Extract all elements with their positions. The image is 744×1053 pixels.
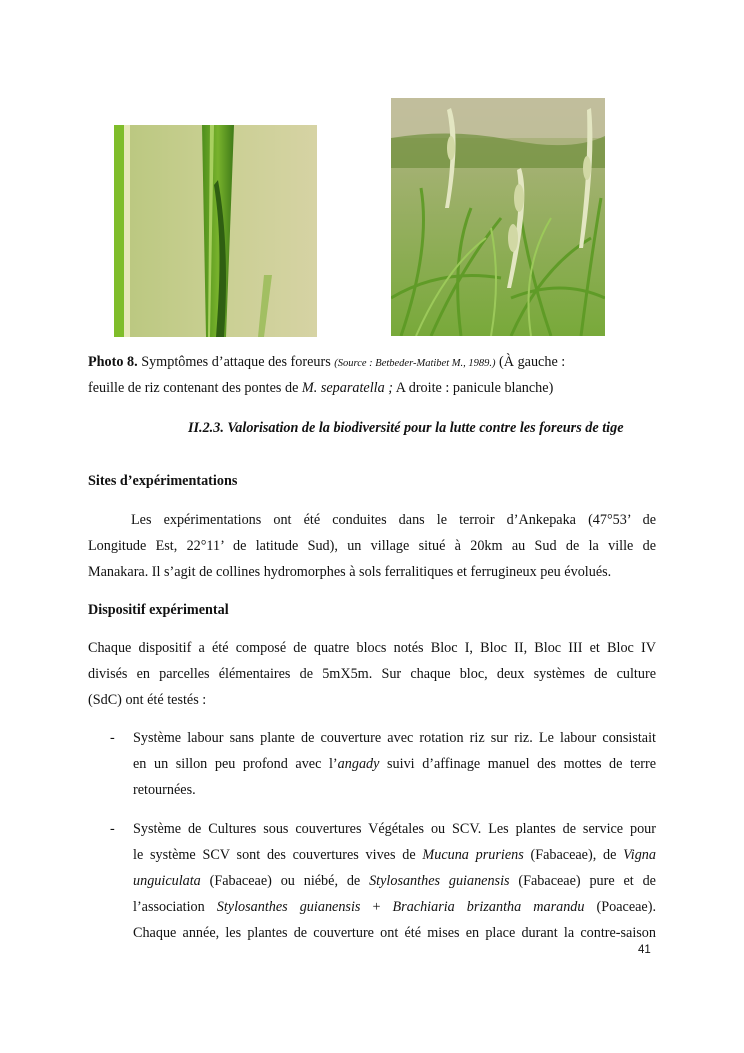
rice-panicle-image [391,98,605,336]
bullet-1-line-3: retournées. [133,782,196,798]
bullet-marker-2: - [110,821,115,837]
b2-vigna: Vigna [623,847,656,863]
bullet-2-line-4 [133,894,656,920]
caption-line2-a: feuille de riz contenant des pontes de [88,380,302,396]
page-number: 41 [638,944,651,956]
dispositif-heading: Dispositif expérimental [88,602,229,618]
caption-species: M. separatella ; [301,380,393,396]
photo-caption-line1 [88,349,656,377]
bullet-2-line-5: Chaque année, les plantes de couverture ont été mises en place durant la contre-saison [133,925,656,941]
b1-angady: angady [337,756,380,772]
bullet-1-line-2 [133,751,656,777]
dispositif-line-2: divisés en parcelles élémentaires de 5mX5m. Sur chaque bloc, deux systèmes de culture [88,666,656,682]
section-heading: II.2.3. Valorisation de la biodiversité pour la lutte contre les foreurs de tige [188,420,624,436]
b2-stylosanthes-2: Stylosanthes guianensis [216,899,361,915]
caption-label: Photo 8. [88,354,138,370]
b2-brachiaria: Brachiaria brizantha marandu [392,899,585,915]
caption-text: Symptômes d’attaque des foreurs [137,354,335,370]
rice-leaf-image [114,125,317,337]
bullet-2-line-1: Système de Cultures sous couvertures Végétales ou SCV. Les plantes de service pour [133,821,656,837]
sites-line-3: Manakara. Il s’agit de collines hydromorphes à sols ferralitiques et ferrugineux peu évolués. [88,564,612,580]
b2-unguiculata: unguiculata [133,873,201,889]
b1-l2b: suivi d’affinage manuel des mottes de terre [379,756,656,772]
b2-l3a: (Fabaceae) ou niébé, de [200,873,370,889]
bullet-2-line-3 [133,868,656,894]
dispositif-line-3: (SdC) ont été testés : [88,692,207,708]
b2-l2a: le système SCV sont des couvertures vives de [133,847,423,863]
sites-line-1: Les expérimentations ont été conduites dans le terroir d’Ankepaka (47°53’ de [131,512,656,528]
b2-stylosanthes: Stylosanthes guianensis [369,873,510,889]
b2-l4c: (Poaceae). [584,899,656,915]
sites-heading: Sites d’expérimentations [88,473,238,489]
sites-line-2: Longitude Est, 22°11’ de latitude Sud), un village situé à 20km au Sud de la ville de [88,538,656,554]
dispositif-line-1: Chaque dispositif a été composé de quatre blocs notés Bloc I, Bloc II, Bloc III et Bloc IV [88,640,656,656]
bullet-marker-1: - [110,730,115,746]
b2-mucuna: Mucuna pruriens [422,847,524,863]
bullet-2-line-2 [133,842,656,868]
b2-l3b: (Fabaceae) pure et de [509,873,656,889]
b2-l4b: + [360,899,393,915]
caption-after-source: (À gauche : [495,354,566,370]
b2-l4a: l’association [133,899,217,915]
caption-source: (Source : Betbeder-Matibet M., 1989.) [334,358,496,369]
photo-rice-panicle [391,98,605,336]
b2-l2b: (Fabaceae), de [523,847,624,863]
b1-l2a: en un sillon peu profond avec l’ [133,756,338,772]
photo-caption-line2 [88,375,656,401]
caption-line2-b: A droite : panicule blanche) [392,380,554,396]
bullet-1-line-1: Système labour sans plante de couverture avec rotation riz sur riz. Le labour consistait [133,730,656,746]
photo-rice-leaf [114,125,317,337]
